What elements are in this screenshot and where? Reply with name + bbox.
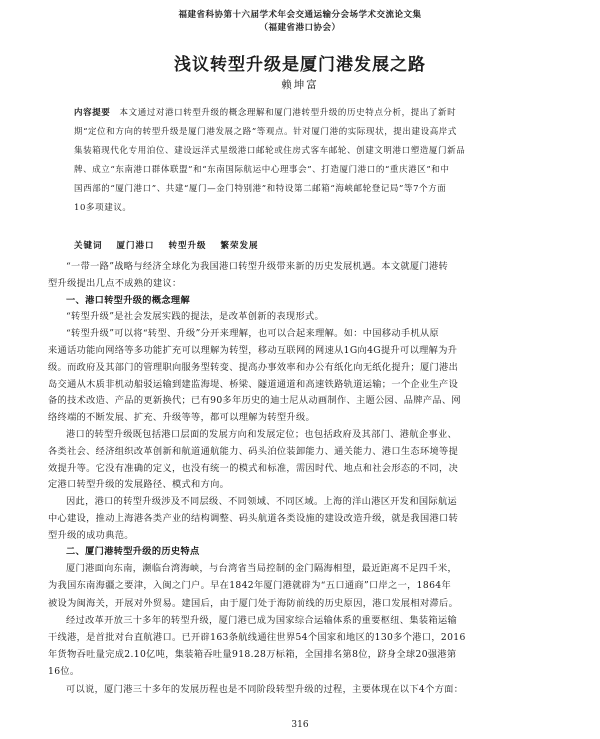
intro-line-2: 型升级提出几点不成熟的建议： xyxy=(48,277,182,289)
s1-p2-line-1: “转型升级”可以将“转型、升级”分开来理解，也可以合起来理解。如：中国移动手机从原 xyxy=(66,328,440,340)
abstract-label: 内容提要 xyxy=(74,108,111,118)
abstract-line-1: 内容提要 本文通过对港口转型升级的概念理解和厦门港转型升级的历史特点分析，提出了新时 xyxy=(74,108,457,118)
s2-p2-line-3: 年货物吞吐量完成2.10亿吨，集装箱吞吐量918.28万标箱，全国排名第8位，跻身全球20强港第 xyxy=(48,649,457,661)
s1-p3-line-2: 各类社会、经济组织改革创新和航道通航能力、码头泊位装卸能力、通关能力、港口生态环境等提 xyxy=(48,445,459,457)
s1-p2-line-2: 来通话功能向网络等多功能扩充可以理解为转型，移动互联网的网速从1G向4G提升可以理解为升 xyxy=(48,345,458,356)
section-heading-1: 一、港口转型升级的概念理解 xyxy=(66,294,190,306)
s1-p4-line-1: 因此，港口的转型升级涉及不同层级、不同领域、不同区域。上海的洋山港区开发和国际航运 xyxy=(66,496,458,508)
s1-p2-line-3: 级。而政府及其部门的管理职向服务型转变、提高办事效率和办公有纸化向无纸化提升；厦门港出 xyxy=(48,361,459,373)
s1-p4-line-3: 型升级的成功典范。 xyxy=(48,529,134,541)
keyword-item: 转型升级 xyxy=(168,241,207,251)
s2-p1-line-3: 被设为闽海关，开展对外贸易。建国后，由于厦门处于海防前线的历史原因，港口发展相对滞后。 xyxy=(48,597,459,609)
s2-p2-line-1: 经过改革开放三十多年的转型升级，厦门港已成为国家综合运输体系的重要枢纽、集装箱运输 xyxy=(66,614,458,626)
abstract-line-5: 国西部的“厦门港口”、共建“厦门—金门特别港”和特设第二邮箱“海峡邮轮登记局”等7个方面 xyxy=(74,184,447,194)
s2-p2-line-4: 16位。 xyxy=(48,666,80,678)
intro-line-1: “一带一路”战略与经济全球化为我国港口转型升级带来新的历史发展机遇。本文就厦门港转 xyxy=(66,261,449,272)
running-header-line2: （福建省港口协会） xyxy=(259,23,341,33)
s1-p1: “转型升级”是社会发展实践的提法，是改革创新的表现形式。 xyxy=(66,311,325,323)
paper-title: 浅议转型升级是厦门港发展之路 xyxy=(174,55,426,75)
abstract-line-6: 10多项建议。 xyxy=(74,203,132,213)
abstract-line-4: 牌、成立“东南港口群体联盟”和“东南国际航运中心理事会”、打造厦门港口的“重庆港区”和中 xyxy=(74,165,450,175)
keywords-label: 关键词 xyxy=(74,241,103,251)
running-header-line1: 福建省科协第十六届学术年会交通运输分会场学术交流论文集 xyxy=(178,10,422,20)
s1-p2-line-6: 络终端的不断发展、扩充、升级等等，都可以理解为转型升级。 xyxy=(48,412,316,424)
s2-p1-line-2: 为我国东南海疆之要津，入闽之门户。早在1842年厦门港就辟为“五口通商”口岸之一，1864年 xyxy=(48,580,452,592)
s2-p1-line-1: 厦门港面向东南，濒临台湾海峡，与台湾省当局控制的金门隔海相望，最近距离不足四千米， xyxy=(66,563,458,575)
keyword-item: 厦门港口 xyxy=(116,241,155,251)
abstract-line-3: 集装箱现代化专用泊位、建设远洋式星级港口邮轮或住房式客车邮轮、创建文明港口塑造厦门新品 xyxy=(74,146,466,156)
abstract-line-2: 期“定位和方向的转型升级是厦门港发展之路”等观点。针对厦门港的实际现状，提出建设高岸式 xyxy=(74,127,457,137)
s1-p3-line-3: 效提升等。它没有准确的定义，也没有统一的模式和标准，需因时代、地点和社会形态的不同，决 xyxy=(48,462,459,474)
s1-p2-line-5: 备的技术改造、产品的更新换代；已有90多年历史的迪士尼从动画制作、主题公园、品牌产品、网 xyxy=(48,395,461,407)
s1-p3-line-1: 港口的转型升级既包括港口层面的发展方向和发展定位；也包括政府及其部门、港航企事业、 xyxy=(66,429,458,440)
s2-p2-line-2: 干线港，是首批对台直航港口。已开辟163条航线通往世界54个国家和地区的130多个港口，2016 xyxy=(48,632,466,643)
section-heading-2: 二、厦门港转型升级的历史特点 xyxy=(66,546,200,557)
s1-p2-line-4: 岛交通从木质非机动船驳运输到建监海堤、桥梁、隧道通道和高速铁路轨道运输；一个企业生产设 xyxy=(48,378,459,390)
keyword-item: 繁荣发展 xyxy=(220,241,259,251)
page-number: 316 xyxy=(291,720,309,730)
keywords xyxy=(74,239,544,251)
s1-p3-line-4: 定港口转型升级的发展路径、模式和方向。 xyxy=(48,479,230,491)
s1-p4-line-2: 中心建设，推动上海港各类产业的结构调整、码头航道各类设施的建设改造升级，就是我国港口转 xyxy=(48,513,459,524)
author-name: 赖坤富 xyxy=(281,79,319,91)
s2-p3: 可以说，厦门港三十多年的发展历程也是不同阶段转型升级的过程，主要体现在以下4个方面： xyxy=(66,683,464,695)
